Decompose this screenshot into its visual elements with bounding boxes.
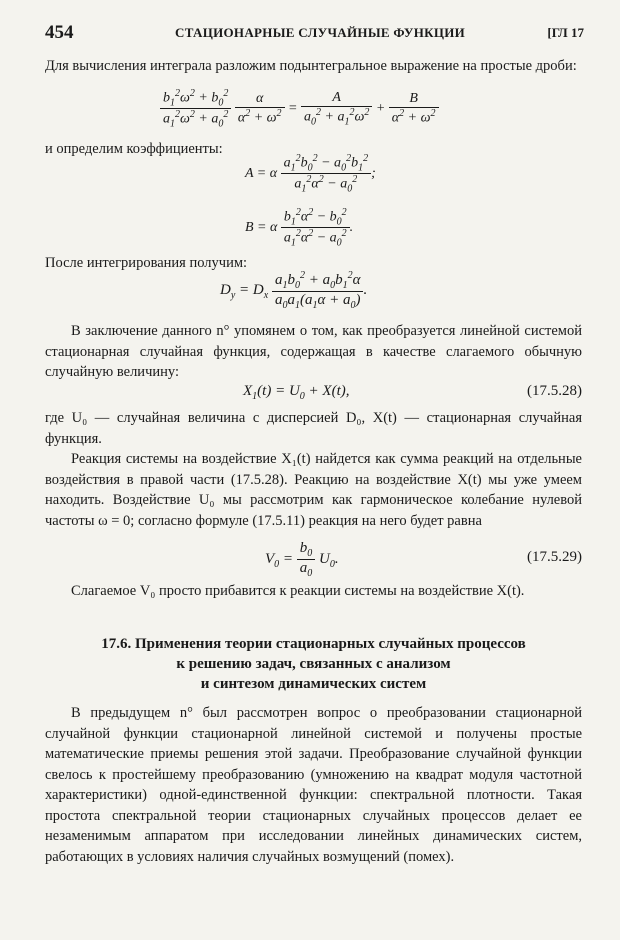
section-heading-line2: к решению задач, связанных с анализом [176, 656, 451, 672]
paragraph-conclusion: В заключение данного n° упомянем о том, как преобразуется линейной системой стационарная случайная функция, содержащая в качестве слагаемого обычную случайную величину: [45, 323, 582, 380]
section-heading-line3: и синтезом динамических систем [200, 676, 427, 692]
formula-coefficient-a: A = α $\frac{a_1^2b_0^2 - a_0^2b_1^2}{a_1^2\alpha^2 - a_0^2}$ ; [245, 153, 376, 195]
running-title: СТАЦИОНАРНЫЕ СЛУЧАЙНЫЕ ФУНКЦИИ [175, 25, 466, 40]
formula-v0: $V_0$ = $\frac{b_0}{a_0}$ $U_0$. [265, 540, 339, 579]
equation-number-17-5-29: (17.5.29) [527, 549, 582, 565]
section-heading-line1: 17.6. Применения теории стационарных случайных процессов [101, 636, 526, 652]
formula-coefficient-b: B = α $\frac{b_1^2\alpha^2 - b_0^2}{a_1^2\alpha^2 - a_0^2}$ . [245, 207, 354, 249]
formula-x1: $X_1(t) = U_0 + X(t)$, [243, 383, 350, 402]
paragraph-partial-fractions: Для вычисления интеграла разложим подынтегральное выражение на простые дроби: [45, 58, 577, 74]
paragraph-where-u0: где U₀ — случайная величина с дисперсией D₀, X(t) — стационарная случайная функция. [45, 410, 582, 447]
paragraph-system-reaction: Реакция системы на воздействие X₁(t) найдется как сумма реакций на отдельные воздействия в правой части (17.5.28). Реакцию на воздействие X(t) мы уже умеем находить. Воздействие U₀ мы рассмотрим как гармоническое колебание нулевой частоты ω = 0; согласно формуле (17.5.11) реакция на него будет равна [45, 451, 582, 529]
page-number: 454 [45, 22, 74, 43]
formula-partial-fractions: $\frac{b_1^2\omega^2 + b_0^2}{a_1^2\omega^2 + a_0^2}$ $\frac{\alpha}{\alpha^2 + \omega^2}$ = $\frac{A}{a_0^2 + a_1^2\omega^2}$ + $\frac{B}{\alpha^2 + \omega^2}$ [160, 88, 439, 130]
paragraph-previous-section: В предыдущем n° был рассмотрен вопрос о преобразовании стационарной случайной функции стационарной линейной системой и получены простые математические приемы решения этой задачи. Преобразование случайной функции свелось к простейшему преобразованию (умножению на квадрат модуля частотной характеристики) одной-единственной функции: спектральной плотности. Такая простота спектральной теории стационарных случайных процессов делает ее незаменимым аппаратом при исследовании линейных динамических систем, работающих в условиях наличия случайных возмущений (помех). [45, 705, 582, 865]
chapter-label: [ГЛ 17 [547, 25, 584, 40]
page-header [45, 22, 584, 44]
paragraph-integration: После интегрирования получим: [45, 255, 248, 271]
formula-dy: $D_y = D_x$ $\frac{a_1b_0^2 + a_0b_1^2\alpha}{a_0a_1(a_1\alpha + a_0)}$ . [220, 270, 368, 311]
paragraph-v0-term: Слагаемое V₀ просто прибавится к реакции системы на воздействие X(t). [71, 583, 525, 599]
paragraph-coefficients: и определим коэффициенты: [45, 141, 223, 157]
equation-number-17-5-28: (17.5.28) [527, 383, 582, 399]
